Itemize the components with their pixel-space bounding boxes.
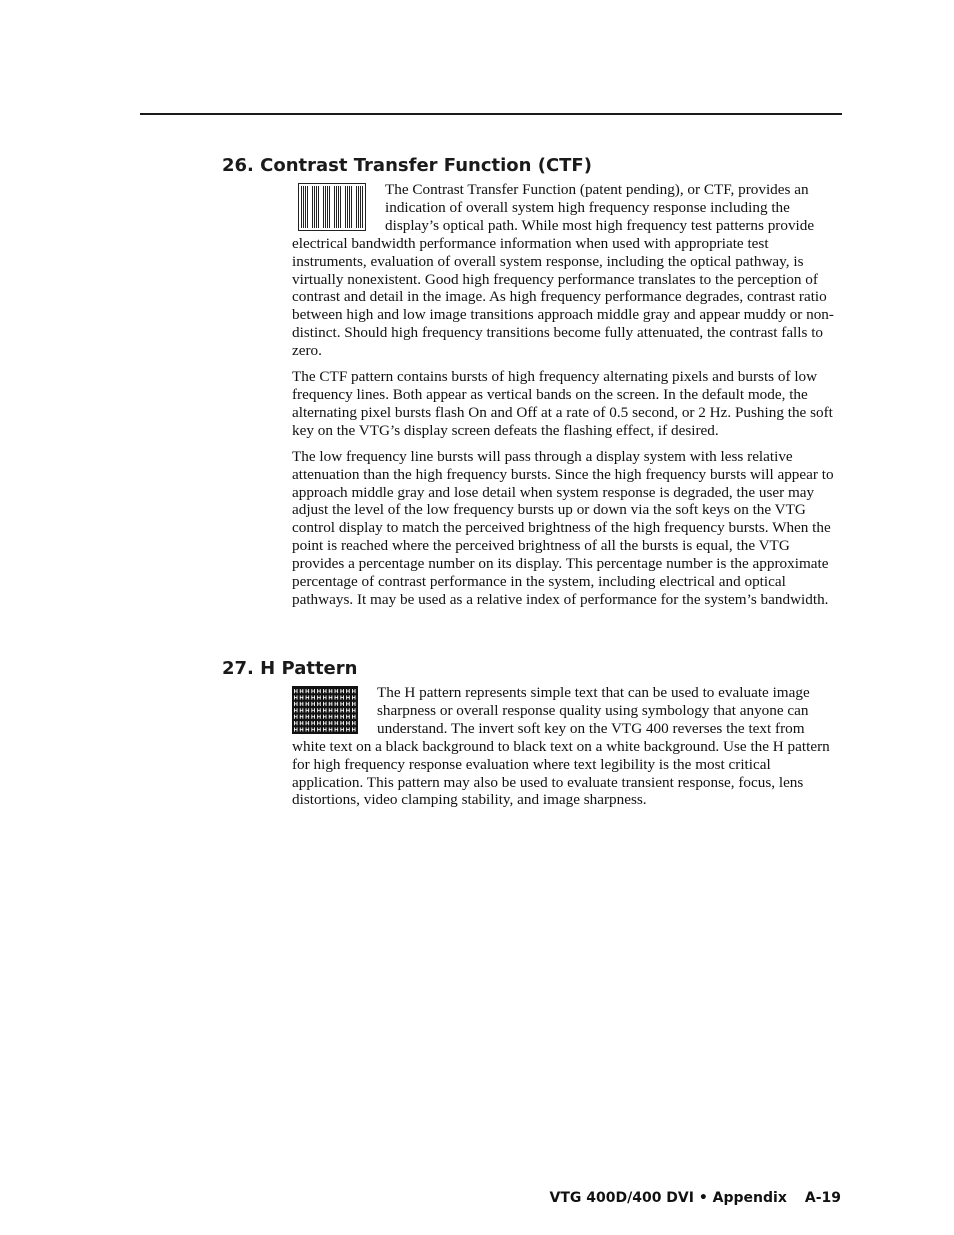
page-footer — [550, 1190, 842, 1206]
h-pattern-paragraph-1: The H pattern represents simple text that can be used to evaluate image sharpness or overall response quality using symbology that anyone can understand. The invert soft key on the VTG 400 reverses the text from white text on a black background to black text on a white background. Use the H pattern for high frequency response evaluation where text legibility is the most critical application. This pattern may also be used to evaluate transient response, focus, lens distortions, video clamping stability, and image sharpness. — [292, 684, 830, 809]
ctf-pattern-thumbnail — [298, 183, 366, 231]
ctf-paragraph-1: The Contrast Transfer Function (patent pending), or CTF, provides an indication of overall system high frequency response including the display’s optical path. While most high frequency test patterns provide electrical bandwidth performance information when used with appropriate test instruments, evaluation of overall system response, including the optical pathway, is virtually nonexistent. Good high frequency performance translates to the perception of contrast and detail in the image. As high frequency performance degrades, contrast ratio between high and low image transitions approach middle gray and appear muddy or non-distinct. Should high frequency transitions become fully attenuated, the contrast falls to zero. — [292, 181, 834, 360]
section-h-pattern — [292, 684, 840, 817]
h-pattern-thumbnail — [292, 686, 358, 734]
footer-title: VTG 400D/400 DVI • Appendix — [549, 1190, 787, 1206]
section-ctf — [292, 181, 840, 617]
ctf-paragraph-2: The CTF pattern contains bursts of high frequency alternating pixels and bursts of low frequency lines. Both appear as vertical bands on the screen. In the default mode, the alternating pixel bursts flash On and Off at a rate of 0.5 second, or 2 Hz. Pushing the soft key on the VTG’s display screen defeats the flashing effect, if desired. — [292, 368, 833, 439]
page-number: A-19 — [804, 1190, 841, 1206]
section-heading-h-pattern: 27. H Pattern — [222, 658, 358, 679]
ctf-paragraph-3: The low frequency line bursts will pass through a display system with less relative attenuation than the high frequency bursts. Since the high frequency bursts will appear to approach middle gray and lose detail when system response is degraded, the user may adjust the level of the low frequency bursts up or down via the soft keys on the VTG control display to match the perceived brightness of the high frequency bursts. When the point is reached where the perceived brightness of all the bursts is equal, the VTG provides a percentage number on its display. This percentage number is the approximate percentage of contrast performance in the system, including electrical and optical pathways. It may be used as a relative index of performance for the system’s bandwidth. — [292, 447, 834, 608]
header-rule — [140, 113, 842, 115]
section-heading-ctf: 26. Contrast Transfer Function (CTF) — [222, 155, 592, 176]
